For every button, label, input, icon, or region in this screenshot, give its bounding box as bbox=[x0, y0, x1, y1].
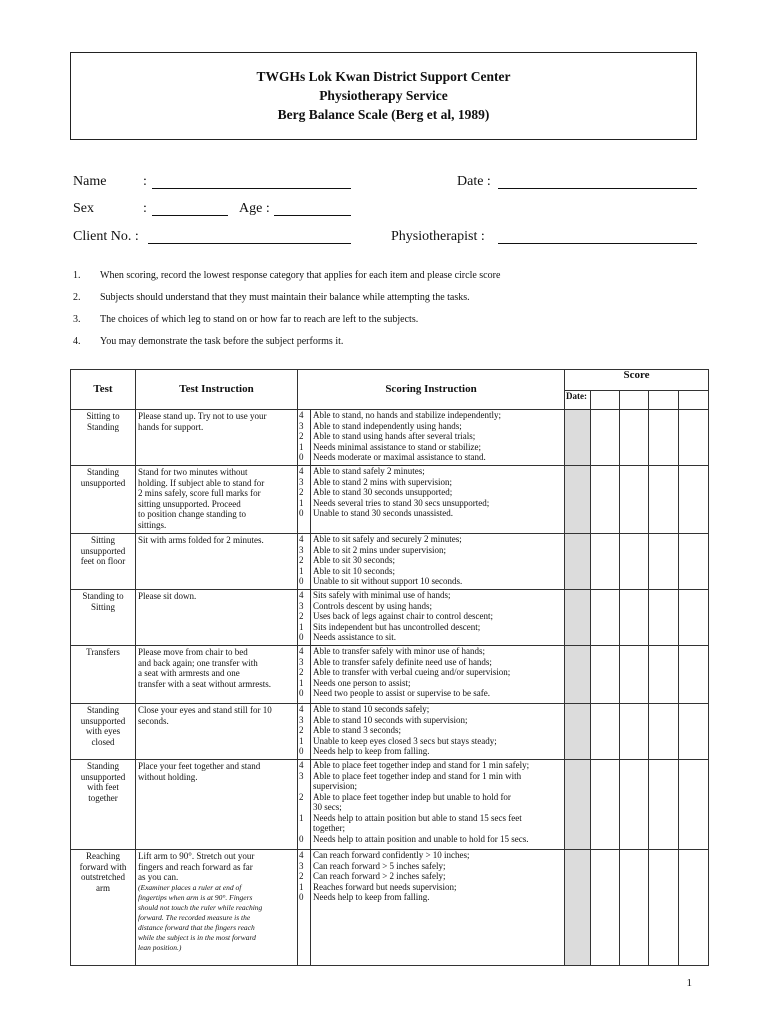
test-instruction-cell: Lift arm to 90°. Stretch out your fingers and reach forward as far as you can. (Examiner places a ruler at end of fingertips when arm is at 90°. Fingers should not touch the ruler while reaching forward. The recorded measure is the distance forward that the fingers reach while the subject is in the most forward lean position.) bbox=[136, 850, 298, 966]
date-cell[interactable] bbox=[649, 391, 679, 410]
score-values-cell bbox=[298, 590, 311, 646]
examiner-note: lean position.) bbox=[138, 942, 182, 952]
score-value[interactable]: 1 bbox=[299, 621, 304, 632]
score-value[interactable]: 0 bbox=[299, 452, 304, 462]
score-entry-cell[interactable] bbox=[591, 646, 620, 704]
table-row bbox=[71, 534, 709, 590]
score-entry-cell[interactable] bbox=[591, 760, 620, 850]
test-instruction-cell: Please stand up. Try not to use your hands for support. bbox=[136, 410, 298, 466]
test-instruction-cell: Stand for two minutes without holding. If subject able to stand for 2 mins safely, score full marks for sitting unsupported. Proceed to position change standing to sittings. bbox=[136, 466, 298, 534]
date-field[interactable] bbox=[498, 188, 697, 189]
test-name-cell: Standing unsupported with eyes closed bbox=[71, 704, 136, 760]
name-colon: : bbox=[143, 174, 147, 189]
berg-balance-table bbox=[70, 369, 709, 966]
table-row bbox=[71, 466, 709, 534]
table-row bbox=[71, 704, 709, 760]
score-value[interactable]: 2 bbox=[299, 667, 304, 677]
test-name-cell: Standing unsupported with feet together bbox=[71, 760, 136, 850]
scoring-instruction-cell: Able to sit safely and securely 2 minutes; Able to sit 2 mins under supervision; Able to sit 30 seconds; Able to sit 10 seconds; Unable to sit without support 10 seconds. bbox=[311, 534, 565, 590]
score-entry-cell[interactable] bbox=[649, 534, 679, 590]
client-no-field[interactable] bbox=[148, 243, 351, 244]
scoring-instruction-cell: Able to transfer safely with minor use of hands; Able to transfer safely definite need use of hands; Able to transfer with verbal cueing and/or supervision; Needs one person to assist; Need two people to assist or supervise to be safe. bbox=[311, 646, 565, 704]
scoring-instruction-cell: Able to stand 10 seconds safely; Able to stand 10 seconds with supervision; Able to stand 3 seconds; Unable to keep eyes closed 3 secs but stays steady; Needs help to keep from falling. bbox=[311, 704, 565, 760]
header-score: Score bbox=[565, 370, 709, 391]
table-row bbox=[71, 590, 709, 646]
test-name-cell: Standing to Sitting bbox=[71, 590, 136, 646]
date-cell[interactable] bbox=[679, 391, 709, 410]
shaded-cell bbox=[565, 466, 591, 534]
score-value[interactable]: 0 bbox=[299, 688, 304, 698]
name-label: Name bbox=[73, 174, 107, 189]
score-value[interactable] bbox=[299, 781, 309, 792]
score-entry-cell[interactable] bbox=[620, 466, 649, 534]
sex-colon: : bbox=[143, 201, 147, 216]
table-body bbox=[71, 410, 709, 966]
score-value[interactable]: 1 bbox=[299, 881, 304, 892]
score-value[interactable]: 2 bbox=[299, 611, 304, 621]
score-entry-cell[interactable] bbox=[620, 646, 649, 704]
score-value[interactable]: 4 bbox=[299, 760, 304, 770]
test-instruction-cell: Please sit down. bbox=[136, 590, 298, 646]
age-field[interactable] bbox=[274, 215, 351, 216]
test-name-cell: Sitting unsupported feet on floor bbox=[71, 534, 136, 590]
score-value[interactable]: 1 bbox=[299, 565, 304, 576]
score-entry-cell[interactable] bbox=[649, 590, 679, 646]
shaded-cell bbox=[565, 410, 591, 466]
score-entry-cell[interactable] bbox=[679, 410, 709, 466]
score-entry-cell[interactable] bbox=[620, 534, 649, 590]
table-row bbox=[71, 646, 709, 704]
score-entry-cell[interactable] bbox=[679, 590, 709, 646]
physiotherapist-label: Physiotherapist : bbox=[391, 229, 485, 244]
score-entry-cell[interactable] bbox=[649, 704, 679, 760]
score-values-cell bbox=[298, 760, 311, 850]
score-entry-cell[interactable] bbox=[649, 410, 679, 466]
header-scoring-instruction: Scoring Instruction bbox=[298, 370, 565, 410]
score-values-cell bbox=[298, 704, 311, 760]
score-value[interactable]: 0 bbox=[299, 892, 304, 902]
score-entry-cell[interactable] bbox=[620, 590, 649, 646]
score-value[interactable]: 4 bbox=[299, 646, 304, 656]
instruction-item: 4. You may demonstrate the task before the subject performs it. bbox=[73, 336, 344, 347]
instruction-item: 1. When scoring, record the lowest response category that applies for each item and please circle score bbox=[73, 270, 501, 281]
score-value[interactable]: 1 bbox=[299, 735, 304, 746]
score-values-cell bbox=[298, 410, 311, 466]
instructions-list bbox=[73, 270, 693, 358]
score-value[interactable]: 2 bbox=[299, 555, 304, 565]
score-value[interactable]: 2 bbox=[299, 725, 304, 735]
score-value[interactable]: 3 bbox=[299, 714, 304, 725]
score-values-cell bbox=[298, 534, 311, 590]
score-entry-cell[interactable] bbox=[679, 534, 709, 590]
score-values-cell bbox=[298, 646, 311, 704]
score-value[interactable]: 2 bbox=[299, 871, 304, 881]
score-entry-cell[interactable] bbox=[591, 534, 620, 590]
score-value[interactable]: 3 bbox=[299, 476, 304, 487]
score-entry-cell[interactable] bbox=[649, 466, 679, 534]
age-label: Age : bbox=[239, 201, 270, 216]
score-entry-cell[interactable] bbox=[649, 760, 679, 850]
score-value[interactable]: 3 bbox=[299, 770, 304, 781]
table-row bbox=[71, 410, 709, 466]
sex-field[interactable] bbox=[152, 215, 228, 216]
test-name-cell: Reaching forward with outstretched arm bbox=[71, 850, 136, 966]
score-value[interactable]: 1 bbox=[299, 677, 304, 688]
date-cell[interactable] bbox=[591, 391, 620, 410]
scoring-instruction-cell: Able to place feet together indep and stand for 1 min safely; Able to place feet together indep and stand for 1 min with supervision; Able to place feet together indep but unable to hold for 30 secs; Needs help to attain position but able to stand 15 secs feet together; Needs help to attain position and unable to hold for 15 secs. bbox=[311, 760, 565, 850]
score-entry-cell[interactable] bbox=[679, 466, 709, 534]
score-entry-cell[interactable] bbox=[620, 704, 649, 760]
score-value[interactable]: 1 bbox=[299, 497, 304, 508]
score-value[interactable]: 4 bbox=[299, 410, 304, 420]
examiner-note: while the subject is in the most forward bbox=[138, 932, 256, 942]
table-row bbox=[71, 850, 709, 966]
examiner-note: distance forward that the fingers reach bbox=[138, 922, 255, 932]
test-name-cell: Sitting to Standing bbox=[71, 410, 136, 466]
score-entry-cell[interactable] bbox=[591, 466, 620, 534]
table-row bbox=[71, 760, 709, 850]
test-name-cell: Transfers bbox=[71, 646, 136, 704]
score-entry-cell[interactable] bbox=[679, 760, 709, 850]
score-value[interactable] bbox=[299, 823, 309, 834]
score-value[interactable]: 4 bbox=[299, 850, 304, 860]
score-entry-cell[interactable] bbox=[649, 850, 679, 966]
header-test-instruction: Test Instruction bbox=[136, 370, 298, 410]
shaded-cell bbox=[565, 646, 591, 704]
score-value[interactable]: 0 bbox=[299, 576, 304, 586]
score-value[interactable]: 0 bbox=[299, 508, 304, 518]
shaded-cell bbox=[565, 590, 591, 646]
date-label: Date : bbox=[457, 174, 491, 189]
test-instruction-cell: Place your feet together and stand without holding. bbox=[136, 760, 298, 850]
score-value[interactable]: 2 bbox=[299, 487, 304, 497]
shaded-cell bbox=[565, 704, 591, 760]
examiner-note: should not touch the ruler while reaching bbox=[138, 902, 263, 912]
score-entry-cell[interactable] bbox=[679, 646, 709, 704]
score-value[interactable]: 4 bbox=[299, 704, 304, 714]
service-name: Physiotherapy Service bbox=[319, 88, 448, 103]
scoring-instruction-cell: Sits safely with minimal use of hands; Controls descent by using hands; Uses back of legs against chair to control descent; Sits independent but has uncontrolled descent; Needs assistance to sit. bbox=[311, 590, 565, 646]
document-title: Berg Balance Scale (Berg et al, 1989) bbox=[277, 107, 490, 122]
score-entry-cell[interactable] bbox=[620, 760, 649, 850]
test-instruction-cell: Sit with arms folded for 2 minutes. bbox=[136, 534, 298, 590]
physiotherapist-field[interactable] bbox=[498, 243, 697, 244]
score-values-cell bbox=[298, 850, 311, 966]
score-value[interactable]: 3 bbox=[299, 544, 304, 555]
header-test: Test bbox=[71, 370, 136, 410]
instruction-item: 3. The choices of which leg to stand on or how far to reach are left to the subjects. bbox=[73, 314, 419, 325]
test-instruction-cell: Close your eyes and stand still for 10 seconds. bbox=[136, 704, 298, 760]
examiner-note: forward. The recorded measure is the bbox=[138, 912, 251, 922]
score-value[interactable]: 3 bbox=[299, 860, 304, 871]
score-entry-cell[interactable] bbox=[591, 590, 620, 646]
score-value[interactable]: 0 bbox=[299, 746, 304, 756]
score-value[interactable]: 1 bbox=[299, 441, 304, 452]
score-entry-cell[interactable] bbox=[620, 410, 649, 466]
score-entry-cell[interactable] bbox=[679, 704, 709, 760]
score-value[interactable]: 4 bbox=[299, 534, 304, 544]
client-no-label: Client No. : bbox=[73, 229, 139, 244]
score-values-cell bbox=[298, 466, 311, 534]
org-name: TWGHs Lok Kwan District Support Center bbox=[256, 69, 511, 84]
document-header bbox=[70, 52, 697, 140]
shaded-cell bbox=[565, 534, 591, 590]
shaded-cell bbox=[565, 850, 591, 966]
name-field[interactable] bbox=[152, 188, 351, 189]
score-value[interactable] bbox=[299, 802, 309, 813]
score-value[interactable]: 2 bbox=[299, 431, 304, 441]
score-value[interactable]: 3 bbox=[299, 600, 304, 611]
scoring-instruction-cell: Able to stand safely 2 minutes; Able to stand 2 mins with supervision; Able to stand 30 seconds unsupported; Needs several tries to stand 30 secs unsupported; Unable to stand 30 seconds unassisted. bbox=[311, 466, 565, 534]
score-value[interactable]: 0 bbox=[299, 833, 304, 844]
score-entry-cell[interactable] bbox=[591, 410, 620, 466]
examiner-note: fingertips when arm is at 90°. Fingers bbox=[138, 892, 253, 902]
score-entry-cell[interactable] bbox=[649, 646, 679, 704]
score-value[interactable]: 2 bbox=[299, 791, 304, 802]
score-entry-cell[interactable] bbox=[620, 850, 649, 966]
score-value[interactable]: 1 bbox=[299, 812, 304, 823]
date-cell[interactable] bbox=[620, 391, 649, 410]
instruction-item: 2. Subjects should understand that they must maintain their balance while attempting the tasks. bbox=[73, 292, 470, 303]
test-instruction-cell: Please move from chair to bed and back again; one transfer with a seat with armrests and one transfer with a seat without armrests. bbox=[136, 646, 298, 704]
date-label-cell: Date: bbox=[565, 391, 591, 410]
score-entry-cell[interactable] bbox=[679, 850, 709, 966]
scoring-instruction-cell: Can reach forward confidently > 10 inches; Can reach forward > 5 inches safely; Can reach forward > 2 inches safely; Reaches forward but needs supervision; Needs help to keep from falling. bbox=[311, 850, 565, 966]
scoring-instruction-cell: Able to stand, no hands and stabilize independently; Able to stand independently using hands; Able to stand using hands after several trials; Needs minimal assistance to stand or stabilize; Needs moderate or maximal assistance to stand. bbox=[311, 410, 565, 466]
shaded-cell bbox=[565, 760, 591, 850]
test-name-cell: Standing unsupported bbox=[71, 466, 136, 534]
score-value[interactable]: 3 bbox=[299, 420, 304, 431]
sex-label: Sex bbox=[73, 201, 94, 216]
score-value[interactable]: 4 bbox=[299, 466, 304, 476]
score-entry-cell[interactable] bbox=[591, 850, 620, 966]
page-number: 1 bbox=[686, 977, 692, 989]
score-value[interactable]: 0 bbox=[299, 632, 304, 642]
score-value[interactable]: 4 bbox=[299, 590, 304, 600]
examiner-note: (Examiner places a ruler at end of bbox=[138, 882, 242, 892]
score-value[interactable]: 3 bbox=[299, 656, 304, 667]
score-entry-cell[interactable] bbox=[591, 704, 620, 760]
